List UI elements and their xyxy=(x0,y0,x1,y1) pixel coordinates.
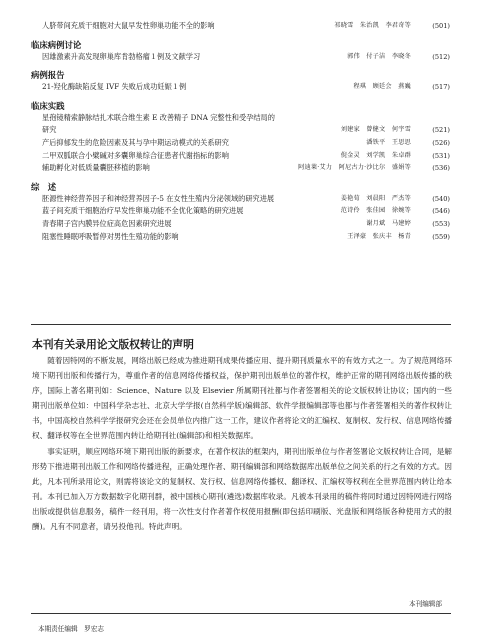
toc-entry-title: 阻塞性睡眠呼吸暂停对男性生殖功能的影响 xyxy=(42,231,179,241)
toc-entry-authors: 潘铁平 王思思 xyxy=(366,138,411,146)
notice-paragraph: 随着因特网的不断发展，网络出版已经成为推进期刊成果传播应用、提升期刊质量水平的有效方式之一。为了规范网络环境下期刊出版和传播行为，尊重作者的信息网络传播权益，保护期刊出版单位的著作权，维护正常的期刊网络出版传播的秩序，国际上著名期刊如：Science、Nature 以及 Elsevier 所属期刊社都与作者签署相关的论文版权转让协议；国内的一些期刊出版单位如：中国科学杂志社、北京大学学报(自然科学版)编辑部、软件学报编辑部等也都与作者签署相关的著作权转让书，中国高校自然科学学报研究会还在会员单位内推广这一工作，建议作者将论文的汇编权、复制权、发行权、信息网络传播权、翻译权等在全世界范围内转让给期刊社(编辑部)和相关数据库。 xyxy=(32,356,452,441)
toc-entry-page: (559) xyxy=(432,232,450,241)
toc-entry-page: (517) xyxy=(432,83,450,92)
toc-entry[interactable] xyxy=(31,137,451,150)
toc-entry-authors: 谢月斌 马建婷 xyxy=(366,219,411,227)
toc-entry-title: 星孢镜精索静脉结扎术联合维生素 E 改善精子 DNA 完整性和受孕结局的 xyxy=(42,112,275,122)
toc-section-heading: 综 述 xyxy=(31,181,57,192)
toc-entry[interactable] xyxy=(31,20,451,33)
toc-entry-authors: 范诗伶 张佳园 徐婉等 xyxy=(340,207,411,215)
toc-entry-authors: 姜艳荀 刘晨阳 严杰等 xyxy=(340,194,411,202)
toc-entry[interactable] xyxy=(31,124,451,137)
toc-entry-title: 青春期子宫内膜异位症高危因素研究进展 xyxy=(42,218,172,228)
notice-title: 本刊有关录用论文版权转让的声明 xyxy=(32,338,194,351)
toc-entry-title: 辅助孵化对低质量囊胚移植的影响 xyxy=(42,163,150,173)
toc-entry-title: 蓝子间充质干细胞治疗早发性卵巢功能不全优化策略的研究进展 xyxy=(42,206,244,216)
toc-entry[interactable] xyxy=(31,193,451,206)
toc-entry-page: (536) xyxy=(432,164,450,173)
toc-entry[interactable] xyxy=(31,150,451,163)
toc-entry-authors: 刘建家 曾健文 何宇雪 xyxy=(340,126,411,134)
toc-entry[interactable] xyxy=(31,162,451,175)
toc-entry-title: 因雄激素升高发现卵巢库肯勃格瘤１例及文献学习 xyxy=(42,51,201,61)
toc-section-heading: 临床病例讨论 xyxy=(31,39,82,50)
toc-entry-title: 研究 xyxy=(42,125,57,135)
toc-entry-page: (540) xyxy=(432,194,450,203)
toc-entry-authors: 阿迪莱·艾力 阿尼古力·沙比尔 盛娟等 xyxy=(298,164,411,172)
toc-section-heading: 病例报告 xyxy=(31,70,65,81)
toc-entry-title: 二甲双胍联合小檗碱对多囊卵巢综合征患者代谢指标的影响 xyxy=(42,150,229,160)
toc-entry-page: (521) xyxy=(432,126,450,135)
toc-entry-page: (546) xyxy=(432,207,450,216)
toc-entry-title: 人脐带间充质干细胞对大鼠早发性卵巢功能不全的影响 xyxy=(42,21,215,30)
toc-entry-authors: 倪金灵 刘学凯 朱卓群 xyxy=(340,151,411,159)
toc-entry-authors: 王泽豪 张庆丰 杨青 xyxy=(347,232,411,240)
notice-signature: 本刊编辑部 xyxy=(409,600,442,608)
toc-entry-title: 21-羟化酶缺陷反复 IVF 失败后成功妊娠１例 xyxy=(42,82,187,92)
toc-entry-page: (501) xyxy=(432,22,450,30)
footer-divider xyxy=(31,613,451,614)
toc-entry-page: (512) xyxy=(432,52,450,61)
toc-entry-authors: 祁晓雪 朱治凯 李君奇等 xyxy=(334,22,411,29)
toc-entry[interactable] xyxy=(31,205,451,218)
table-of-contents xyxy=(31,20,451,243)
toc-entry-authors: 郭伟 付子洁 李晓冬 xyxy=(347,52,411,60)
notice-body xyxy=(32,353,452,534)
toc-entry[interactable] xyxy=(31,112,451,125)
toc-entry-page: (526) xyxy=(432,138,450,147)
section-divider xyxy=(31,324,451,325)
toc-entry-page: (553) xyxy=(432,219,450,228)
toc-entry-page: (531) xyxy=(432,151,450,160)
toc-entry[interactable] xyxy=(31,51,451,64)
toc-entry[interactable] xyxy=(31,231,451,244)
toc-section-heading: 临床实践 xyxy=(31,100,65,111)
toc-entry-authors: 程琪 顾廷会 燕巍 xyxy=(353,83,411,91)
toc-entry[interactable] xyxy=(31,218,451,231)
notice-paragraph: 事实证明，顺应网络环境下期刊出版的新要求，在著作权法的框架内，期刊出版单位与作者签署论文版权转让合同，是解形势下推进期刊出版工作和网络传播进程，正确处理作者、期刊编辑部和网络数据库出版单位之间关系的行之有效的方式。因此，凡本刊所录用论文，则需将该论文的复制权、发行权、信息网络传播权、翻译权、汇编权等权利在全世界范围内转让给本刊。本刊已加入万方数据数字化期刊群，被中国核心期刊(遴选)数据库收录。凡被本刊录用的稿件将同时通过因特网进行网络出版或提供信息服务，稿件一经刊用，将一次性支付作者著作权使用报酬(即包括印刷版、光盘版和网络版各种使用方式的报酬)。凡有不同意者，请另投他刊。特此声明。 xyxy=(32,446,452,532)
toc-entry-title: 产后抑郁发生的危险因素及其与孕中期运动模式的关系研究 xyxy=(42,137,229,147)
toc-entry-title: 胚源性神经营养因子和神经营养因子-5 在女性生殖内分泌领域的研究进展 xyxy=(42,193,275,203)
responsible-editor: 本期责任编辑 罗宏志 xyxy=(38,625,104,633)
toc-entry[interactable] xyxy=(31,81,451,94)
